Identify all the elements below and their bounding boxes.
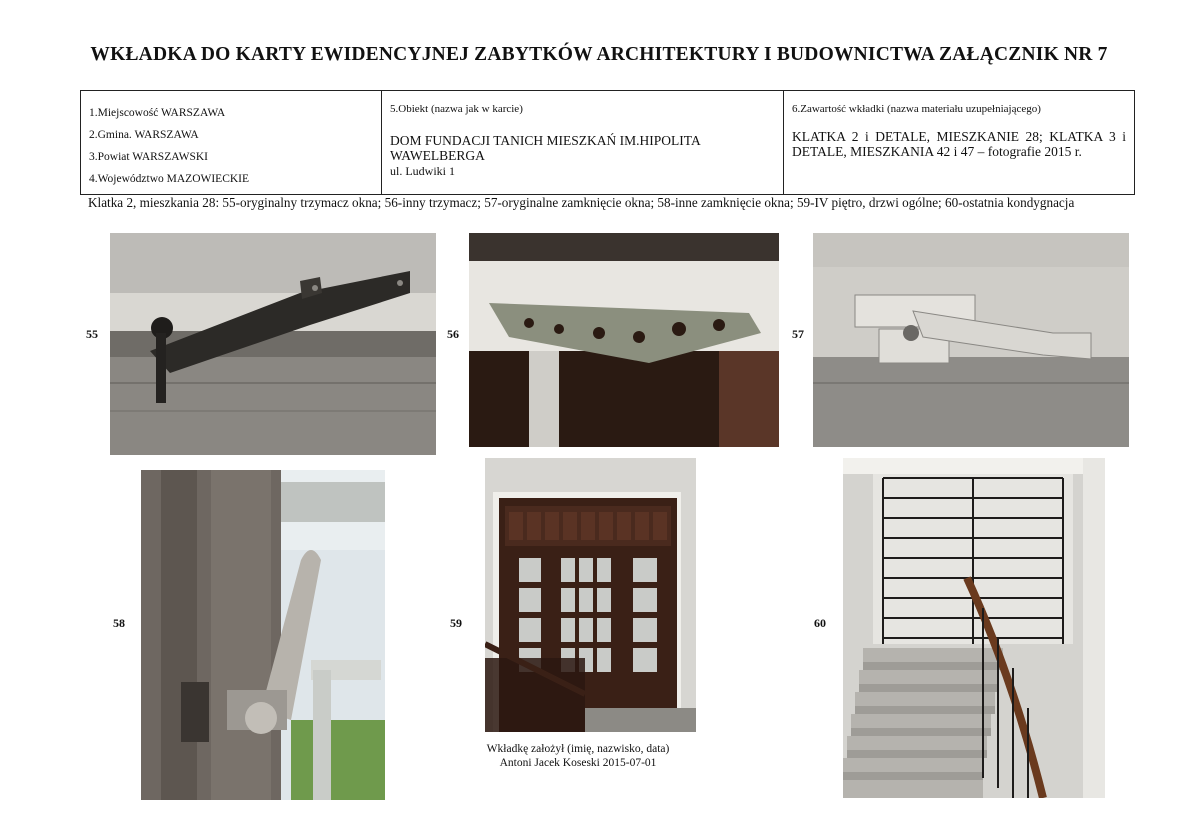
photo-57-original-latch: [813, 233, 1129, 447]
door-image: [485, 458, 696, 732]
window-holder-image: [110, 233, 436, 455]
photo-58-other-latch: [141, 470, 385, 800]
photos-caption: Klatka 2, mieszkania 28: 55-oryginalny trzymacz okna; 56-inny trzymacz; 57-oryginalne zamknięcie okna; 58-inne zamknięcie okna; 59-IV piętro, drzwi ogólne; 60-ostatnia kondygnacja: [88, 195, 1075, 210]
location-cell: [81, 91, 381, 194]
object-label: 5.Obiekt (nazwa jak w karcie): [390, 103, 523, 115]
signature-author-date: Antoni Jacek Koseski 2015-07-01: [499, 757, 657, 769]
photo-number-56: 56: [447, 327, 459, 341]
photo-55-window-holder: [110, 233, 436, 455]
info-table: [80, 90, 1135, 195]
miejscowosc-field: 1.Miejscowość WARSZAWA: [89, 107, 226, 119]
photo-number-60: 60: [814, 616, 826, 630]
object-name: DOM FUNDACJI TANICH MIESZKAŃ IM.HIPOLITA WAWELBERGA: [390, 133, 700, 163]
photo-number-57: 57: [792, 327, 804, 341]
photo-56-other-holder: [469, 233, 779, 447]
photo-number-55: 55: [86, 327, 98, 341]
other-latch-image: [141, 470, 385, 800]
gmina-field: 2.Gmina. WARSZAWA: [89, 129, 199, 141]
contents-label: 6.Zawartość wkładki (nazwa materiału uzupełniającego): [792, 103, 1041, 115]
other-holder-image: [469, 233, 779, 447]
photo-60-staircase: [843, 458, 1105, 798]
signature-label: Wkładkę założył (imię, nazwisko, data): [486, 743, 670, 755]
photo-59-door: [485, 458, 696, 732]
powiat-field: 3.Powiat WARSZAWSKI: [89, 151, 208, 163]
object-cell: [381, 91, 783, 194]
signature-block: [458, 742, 698, 770]
object-address: ul. Ludwiki 1: [390, 164, 455, 178]
original-latch-image: [813, 233, 1129, 447]
staircase-image: [843, 458, 1105, 798]
photo-number-58: 58: [113, 616, 125, 630]
photo-number-59: 59: [450, 616, 462, 630]
contents-text: KLATKA 2 i DETALE, MIESZKANIE 28; KLATKA 3 i DETALE, MIESZKANIA 42 i 47 – fotografie 2015 r.: [792, 129, 1126, 159]
contents-cell: [783, 91, 1134, 194]
page-title: WKŁADKA DO KARTY EWIDENCYJNEJ ZABYTKÓW ARCHITEKTURY I BUDOWNICTWA ZAŁĄCZNIK NR 7: [90, 44, 1108, 65]
wojewodztwo-field: 4.Województwo MAZOWIECKIE: [89, 173, 250, 185]
